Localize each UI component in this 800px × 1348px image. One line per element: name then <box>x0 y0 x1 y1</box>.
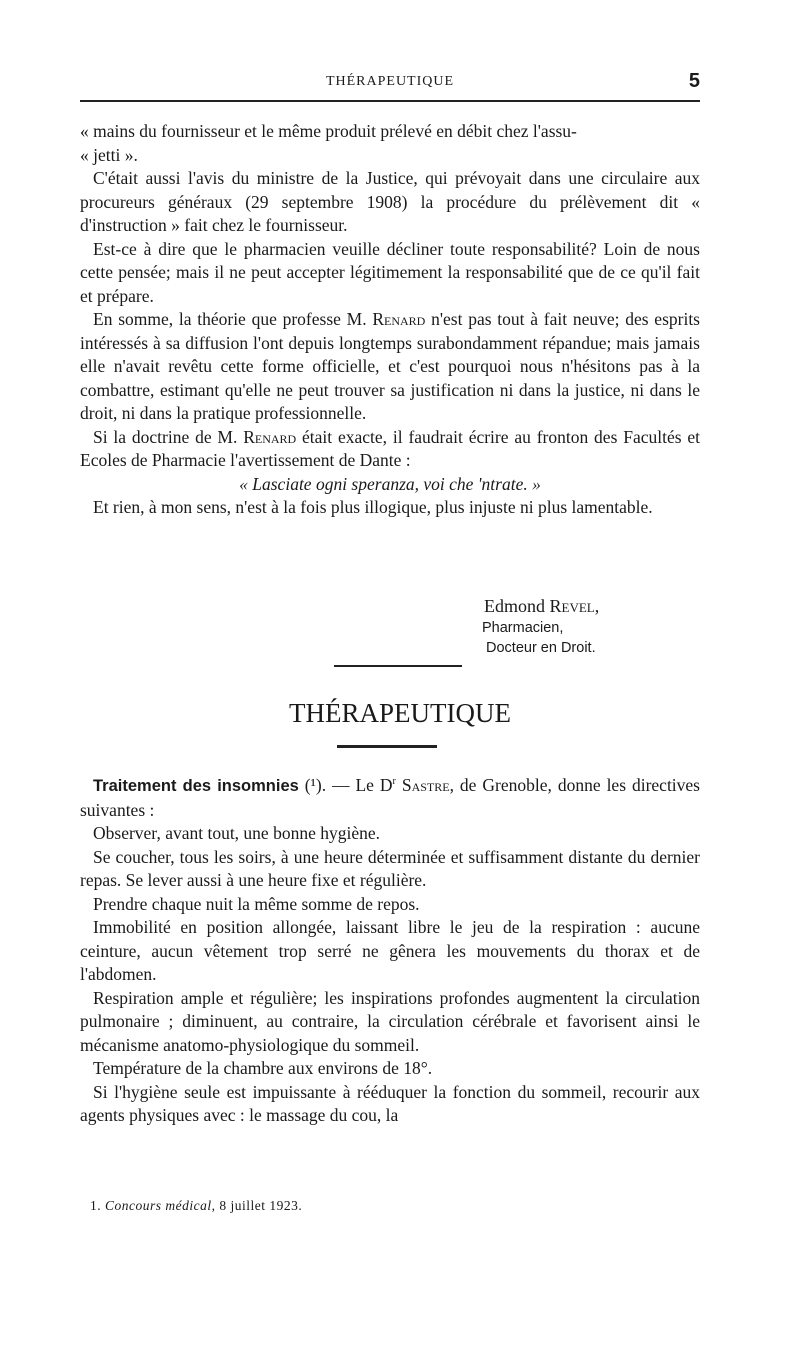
paragraph-justice: C'était aussi l'avis du ministre de la Justice, qui prévoyait dans une circulaire aux procureurs généraux (29 septembre 1908) la procédure du prélèvement dit « d'instruction » fait chez le fournisseur. <box>80 168 700 235</box>
header-rule <box>80 100 700 102</box>
paragraph-hygiene: Observer, avant tout, une bonne hygiène. <box>93 823 380 843</box>
running-title: THÉRAPEUTIQUE <box>325 74 455 89</box>
author-name-renard: Renard <box>243 426 297 447</box>
text-fragment: , de Grenoble, donne les directives suivantes : <box>80 775 700 820</box>
text-fragment: Si la doctrine de M. <box>93 426 244 447</box>
text-fragment: n'est pas tout à fait neuve; des esprits intéressés à sa diffusion l'ont depuis longtemps surabondamment répandue; mais jamais elle n'avait revêtu cette forme officielle, et c'est pourquoi nous n'hésitons pas à la combattre, estimant qu'elle ne peut trouver sa justification ni dans la justice, ni dans le droit, ni dans la pratique professionnelle. <box>80 309 700 423</box>
paragraph-immobilite: Immobilité en position allongée, laissant libre le jeu de la respiration : aucune ceinture, aucun vêtement trop serré ne gênera les mouvements du thorax et de l'abdomen. <box>80 917 700 984</box>
paragraph-doctrine <box>80 426 700 473</box>
text-fragment: En somme, la théorie que professe M. <box>93 309 373 329</box>
paragraph-coucher: Se coucher, tous les soirs, à une heure déterminée et suffisamment distante du dernier repas. Se lever aussi à une heure fixe et régulière. <box>80 846 700 890</box>
paragraph-conclusion: Et rien, à mon sens, n'est à la fois plus illogique, plus injuste ni plus lamentable. <box>93 497 653 517</box>
section-divider-bottom <box>337 745 437 748</box>
text-fragment: — Le D <box>326 775 393 795</box>
signature-first-name: Edmond <box>484 596 550 616</box>
signature-title-1: Pharmacien, <box>482 620 564 636</box>
article-continuation <box>80 120 700 520</box>
signature-title-2: Docteur en Droit. <box>486 640 596 656</box>
section-title: THÉRAPEUTIQUE <box>289 698 511 728</box>
lead-heading: Traitement des insomnies <box>93 777 299 795</box>
dante-quote: « Lasciate ogni speranza, voi che 'ntrate. » <box>239 473 541 494</box>
author-name-sastre: Sastre <box>395 775 450 795</box>
paragraph-responsabilite: Est-ce à dire que le pharmacien veuille décliner toute responsabilité? Loin de nous cette pensée; mais il ne peut accepter légitimement la responsabilité que de ce qu'il fait et prépare. <box>80 238 700 306</box>
text-fragment: était exacte, il faudrait écrire au fronton des Facultés et Ecoles de Pharmacie l'avertissement de Dante : <box>80 426 700 470</box>
page-number: 5 <box>688 70 700 92</box>
signature-last-name: Revel, <box>549 596 600 616</box>
signature-name <box>484 594 700 618</box>
quote-continuation-1: « mains du fournisseur et le même produit prélevé en débit chez l'assu- <box>80 121 577 141</box>
paragraph-agents-physiques: Si l'hygiène seule est impuissante à rééduquer la fonction du sommeil, recourir aux agents physiques avec : le massage du cou, la <box>80 1081 700 1125</box>
section-divider-top <box>334 665 462 667</box>
paragraph-theorie <box>80 308 700 426</box>
paragraph-respiration: Respiration ample et régulière; les inspirations profondes augmentent la circulation pulmonaire ; diminuent, au contraire, la circulation cérébrale et favorisent ainsi le mécanisme anatomo-physiologique du sommeil. <box>80 987 700 1055</box>
footnote-number: 1. <box>90 1198 105 1213</box>
footnote <box>90 1198 302 1214</box>
section-body <box>80 774 700 1128</box>
footnote-reference: (¹). <box>304 775 327 795</box>
footnote-source: Concours médical <box>105 1198 212 1213</box>
author-name-renard: Renard <box>372 309 426 329</box>
quote-continuation-2: « jetti ». <box>80 144 138 165</box>
doctor-superscript: r <box>392 776 396 788</box>
signature-block <box>480 594 700 658</box>
paragraph-lead <box>80 774 700 822</box>
paragraph-repos: Prendre chaque nuit la même somme de repos. <box>93 893 420 914</box>
paragraph-temperature: Température de la chambre aux environs de 18°. <box>93 1058 433 1078</box>
footnote-date: , 8 juillet 1923. <box>211 1198 303 1213</box>
page-header <box>80 70 700 98</box>
